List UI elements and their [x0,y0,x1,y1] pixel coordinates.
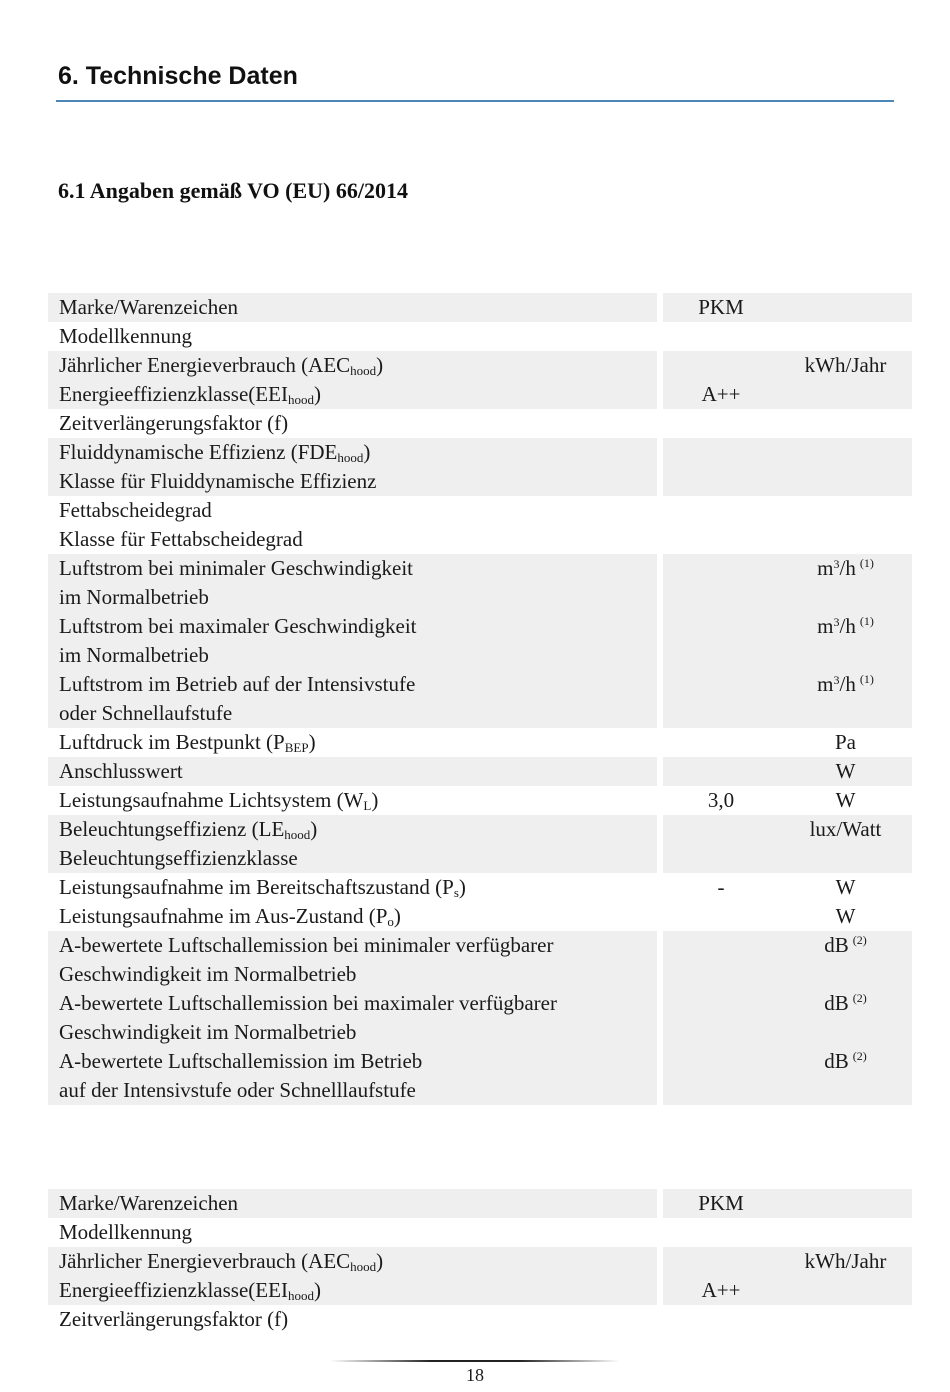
table-row [48,1189,912,1218]
fde-label: Fluiddynamische Effizienz $(FDE_{hood})$ Klasse für Fluiddynamische Effizienz [48,438,657,496]
airflow-max-unit: $m^3/h$ $^{(1)}$ [779,612,912,670]
section-title: 6. Technische Daten [58,62,298,90]
noise-max-unit: dB $^{(2)}$ [779,989,912,1047]
eei-label: $Energieeffizienzklasse(EEI_{hood})$ [48,1276,657,1305]
connected-load-unit: W [779,757,912,786]
table-row [48,1047,912,1105]
table-row [48,1218,912,1247]
airflow-boost-label: Luftstrom im Betrieb auf der Intensivstufe oder Schnellaufstufe [48,670,657,728]
table-row [48,322,912,351]
airflow-min-label: Luftstrom bei minimaler Geschwindigkeit im Normalbetrieb [48,554,657,612]
aec-label: Jährlicher Energieverbrauch $(AEC_{hood})$ [48,351,657,380]
time-factor-label: Zeitverlängerungsfaktor (f) [59,1307,289,1331]
aec-unit: kWh/Jahr [779,1247,912,1276]
pbep-label: Luftdruck im Bestpunkt $(P_{BEP})$ [59,730,316,755]
brand-value: PKM [663,1189,779,1218]
time-factor-label: Zeitverlängerungsfaktor (f) [59,411,289,435]
brand-label: Marke/Warenzeichen [48,293,657,322]
table-row [48,786,912,815]
connected-load-label: Anschlusswert [48,757,657,786]
airflow-min-unit: $m^3/h$ $^{(1)}$ [779,554,912,612]
page-number: 18 [466,1365,484,1385]
table-row [48,815,912,873]
table-row [48,351,912,380]
product-data-table-2 [48,1189,912,1334]
aec-unit: kWh/Jahr [779,351,912,380]
pbep-unit: Pa [835,730,856,754]
noise-boost-label: A-bewertete Luftschallemission im Betrieb auf der Intensivstufe oder Schnelllaufstufe [48,1047,657,1105]
eei-value: A++ [663,1276,779,1305]
model-label: Modellkennung [59,324,192,348]
table-row [48,409,912,438]
table-row [48,1305,912,1334]
lighting-power-unit: W [835,788,856,812]
off-power-unit: W [835,904,856,928]
off-power-label: Leistungsaufnahme im Aus-Zustand $(P_o)$ [59,904,401,929]
airflow-boost-unit: $m^3/h$ $^{(1)}$ [779,670,912,728]
table-row [48,873,912,902]
subsection-title: 6.1 Angaben gemäß VO (EU) 66/2014 [58,178,408,203]
aec-label: Jährlicher Energieverbrauch $(AEC_{hood})$ [48,1247,657,1276]
table-row [48,380,912,409]
table-row [48,1247,912,1276]
table-row [48,612,912,670]
table-row [48,293,912,322]
lighting-power-label: Leistungsaufnahme Lichtsystem $(W_L)$ [59,788,379,813]
lighting-efficiency-label: Beleuchtungseffizienz $(LE_{hood})$ Beleuchtungseffizienzklasse [48,815,657,873]
table-row [48,902,912,931]
table-row [48,670,912,728]
noise-min-label: A-bewertete Luftschallemission bei minimaler verfügbarer Geschwindigkeit im Normalbetrieb [48,931,657,989]
table-row [48,989,912,1047]
table-row [48,438,912,496]
model-label: Modellkennung [59,1220,192,1244]
grease-filtering-label: Fettabscheidegrad Klasse für Fettabscheidegrad [59,498,303,551]
table-row [48,1276,912,1305]
eei-value: A++ [663,380,779,409]
lighting-power-value: 3,0 [707,788,735,812]
standby-power-unit: W [835,875,856,899]
standby-power-label: Leistungsaufnahme im Bereitschaftszustand $(P_s)$ [59,875,466,900]
footer-divider [330,1360,620,1362]
table-row [48,554,912,612]
table-row [48,496,912,554]
brand-label: Marke/Warenzeichen [48,1189,657,1218]
section-title-underline [56,100,894,102]
noise-max-label: A-bewertete Luftschallemission bei maximaler verfügbarer Geschwindigkeit im Normalbetrieb [48,989,657,1047]
table-row [48,757,912,786]
airflow-max-label: Luftstrom bei maximaler Geschwindigkeit im Normalbetrieb [48,612,657,670]
table-row [48,728,912,757]
product-data-table-1 [48,293,912,1105]
brand-value: PKM [663,293,779,322]
standby-power-value: - [717,875,725,899]
lighting-efficiency-unit: lux/Watt [779,815,912,873]
table-row [48,931,912,989]
noise-boost-unit: dB $^{(2)}$ [779,1047,912,1105]
eei-label: $Energieeffizienzklasse(EEI_{hood})$ [48,380,657,409]
noise-min-unit: dB $^{(2)}$ [779,931,912,989]
